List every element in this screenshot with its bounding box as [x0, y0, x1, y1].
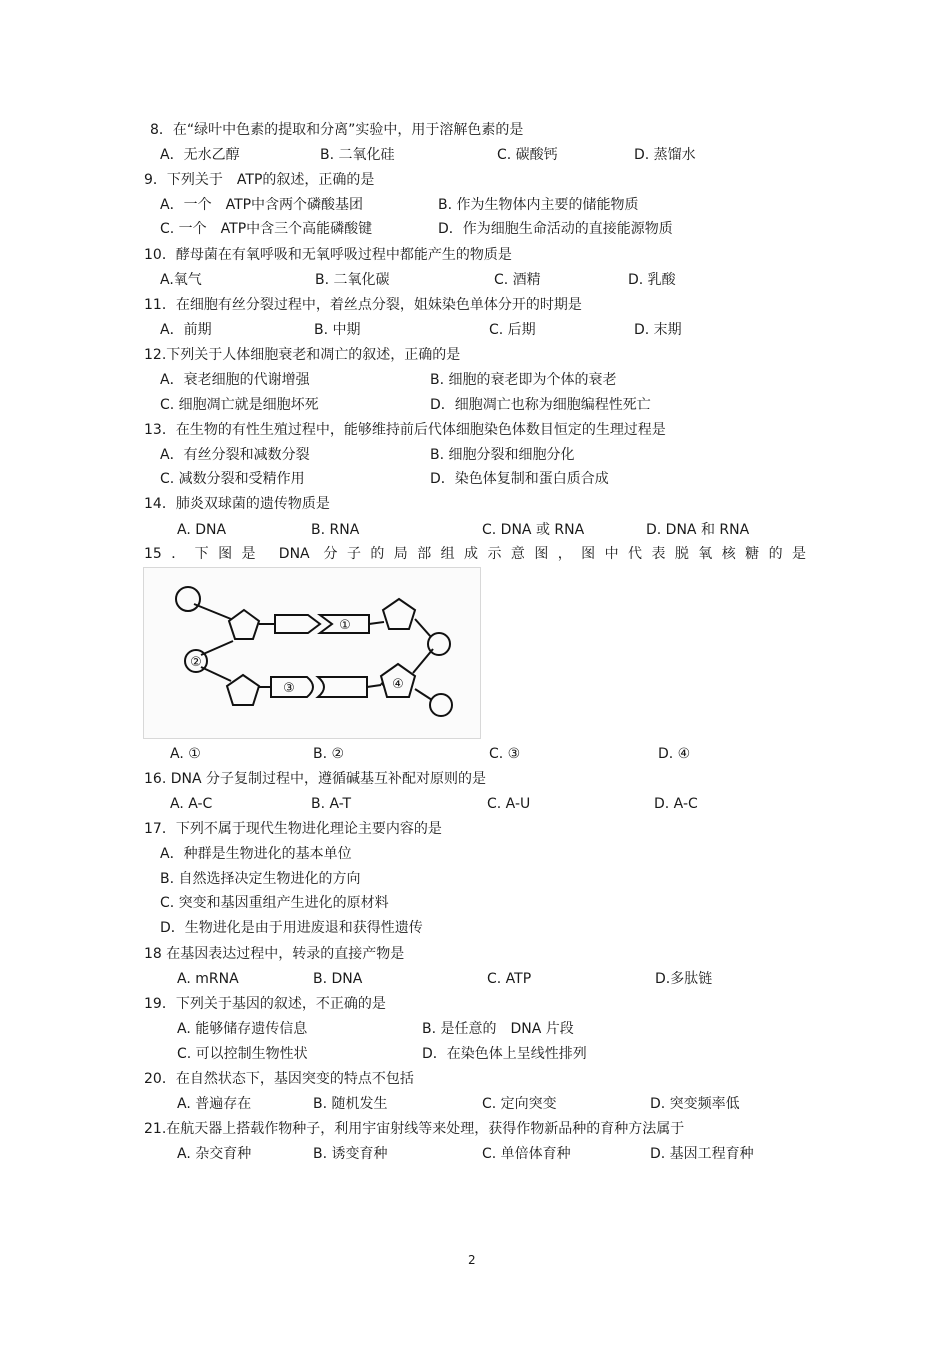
dna-structure-figure — [143, 567, 481, 739]
figure-label-3: ③ — [283, 681, 295, 696]
page-number: 2 — [468, 1253, 476, 1267]
question-10-stem: 10．酵母菌在有氧呼吸和无氧呼吸过程中都能产生的物质是 — [144, 247, 512, 263]
q15-option-b: B. ② — [313, 746, 345, 762]
q13-option-d: D．染色体复制和蛋白质合成 — [430, 471, 609, 487]
question-8-stem: 8．在“绿叶中色素的提取和分离”实验中，用于溶解色素的是 — [150, 122, 524, 138]
q20-option-a: A. 普遍存在 — [177, 1096, 252, 1112]
question-15-stem: 15．下图是 DNA 分子的局部组成示意图，图中代表脱氧核糖的是 — [144, 546, 806, 562]
q8-option-a: A．无水乙醇 — [160, 147, 240, 163]
q13-option-b: B. 细胞分裂和细胞分化 — [430, 447, 575, 463]
q15-option-d: D. ④ — [658, 746, 691, 762]
q21-option-b: B. 诱变育种 — [313, 1146, 388, 1162]
q16-option-c: C. A-U — [487, 796, 531, 812]
question-9-stem: 9．下列关于 ATP的叙述，正确的是 — [144, 172, 375, 188]
q17-option-b: B. 自然选择决定生物进化的方向 — [160, 871, 361, 887]
q21-option-d: D. 基因工程育种 — [650, 1146, 754, 1162]
q18-option-a: A. mRNA — [177, 971, 239, 987]
q10-option-a: A.氧气 — [160, 272, 202, 288]
q16-option-a: A. A-C — [170, 796, 213, 812]
q11-option-a: A．前期 — [160, 322, 212, 338]
q10-option-c: C. 酒精 — [494, 272, 541, 288]
q11-option-c: C. 后期 — [489, 322, 536, 338]
figure-label-4: ④ — [392, 677, 404, 692]
q10-option-d: D. 乳酸 — [628, 272, 676, 288]
question-13-stem: 13．在生物的有性生殖过程中，能够维持前后代体细胞染色体数目恒定的生理过程是 — [144, 422, 666, 438]
q17-option-a: A．种群是生物进化的基本单位 — [160, 846, 352, 862]
q12-option-c: C. 细胞凋亡就是细胞坏死 — [160, 397, 319, 413]
q13-option-a: A．有丝分裂和减数分裂 — [160, 447, 310, 463]
q18-option-b: B. DNA — [313, 971, 363, 987]
q9-option-d: D．作为细胞生命活动的直接能源物质 — [438, 221, 673, 237]
q21-option-a: A. 杂交育种 — [177, 1146, 252, 1162]
q20-option-b: B. 随机发生 — [313, 1096, 388, 1112]
q17-option-d: D．生物进化是由于用进废退和获得性遗传 — [160, 920, 423, 936]
q16-option-d: D. A-C — [654, 796, 698, 812]
q11-option-d: D. 末期 — [634, 322, 682, 338]
q18-option-d: D.多肽链 — [655, 971, 713, 987]
q19-option-a: A. 能够储存遗传信息 — [177, 1021, 308, 1037]
q12-option-a: A．衰老细胞的代谢增强 — [160, 372, 310, 388]
q20-option-d: D. 突变频率低 — [650, 1096, 740, 1112]
figure-label-2: ② — [190, 655, 202, 670]
q12-option-b: B. 细胞的衰老即为个体的衰老 — [430, 372, 617, 388]
q17-option-c: C. 突变和基因重组产生进化的原材料 — [160, 895, 389, 911]
q8-option-d: D. 蒸馏水 — [634, 147, 696, 163]
q21-option-c: C. 单倍体育种 — [482, 1146, 571, 1162]
q19-option-b: B. 是任意的 DNA 片段 — [422, 1021, 574, 1037]
q9-option-a: A．一个 ATP中含两个磷酸基团 — [160, 197, 364, 213]
q14-option-c: C. DNA 或 RNA — [482, 522, 585, 538]
q16-option-b: B. A-T — [311, 796, 352, 812]
question-17-stem: 17．下列不属于现代生物进化理论主要内容的是 — [144, 821, 442, 837]
q14-option-d: D. DNA 和 RNA — [646, 522, 750, 538]
q14-option-a: A. DNA — [177, 522, 227, 538]
q9-option-b: B. 作为生物体内主要的储能物质 — [438, 197, 639, 213]
q15-option-c: C. ③ — [489, 746, 521, 762]
q20-option-c: C. 定向突变 — [482, 1096, 557, 1112]
q11-option-b: B. 中期 — [314, 322, 361, 338]
q9-option-c: C. 一个 ATP中含三个高能磷酸键 — [160, 221, 373, 237]
figure-label-1: ① — [339, 618, 351, 633]
question-14-stem: 14．肺炎双球菌的遗传物质是 — [144, 496, 330, 512]
question-12-stem: 12.下列关于人体细胞衰老和凋亡的叙述，正确的是 — [144, 347, 461, 363]
q18-option-c: C. ATP — [487, 971, 532, 987]
q14-option-b: B. RNA — [311, 522, 360, 538]
q19-option-d: D．在染色体上呈线性排列 — [422, 1046, 587, 1062]
question-20-stem: 20．在自然状态下，基因突变的特点不包括 — [144, 1071, 414, 1087]
q13-option-c: C. 减数分裂和受精作用 — [160, 471, 305, 487]
question-11-stem: 11．在细胞有丝分裂过程中，着丝点分裂，姐妹染色单体分开的时期是 — [144, 297, 582, 313]
q8-option-b: B. 二氧化硅 — [320, 147, 395, 163]
q8-option-c: C. 碳酸钙 — [497, 147, 558, 163]
question-16-stem: 16. DNA 分子复制过程中，遵循碱基互补配对原则的是 — [144, 771, 486, 787]
q12-option-d: D．细胞凋亡也称为细胞编程性死亡 — [430, 397, 651, 413]
question-19-stem: 19．下列关于基因的叙述，不正确的是 — [144, 996, 386, 1012]
q19-option-c: C. 可以控制生物性状 — [177, 1046, 308, 1062]
question-21-stem: 21.在航天器上搭载作物种子，利用宇宙射线等来处理，获得作物新品种的育种方法属于 — [144, 1121, 685, 1137]
q15-option-a: A. ① — [170, 746, 201, 762]
q10-option-b: B. 二氧化碳 — [315, 272, 390, 288]
question-18-stem: 18 在基因表达过程中，转录的直接产物是 — [144, 946, 405, 962]
